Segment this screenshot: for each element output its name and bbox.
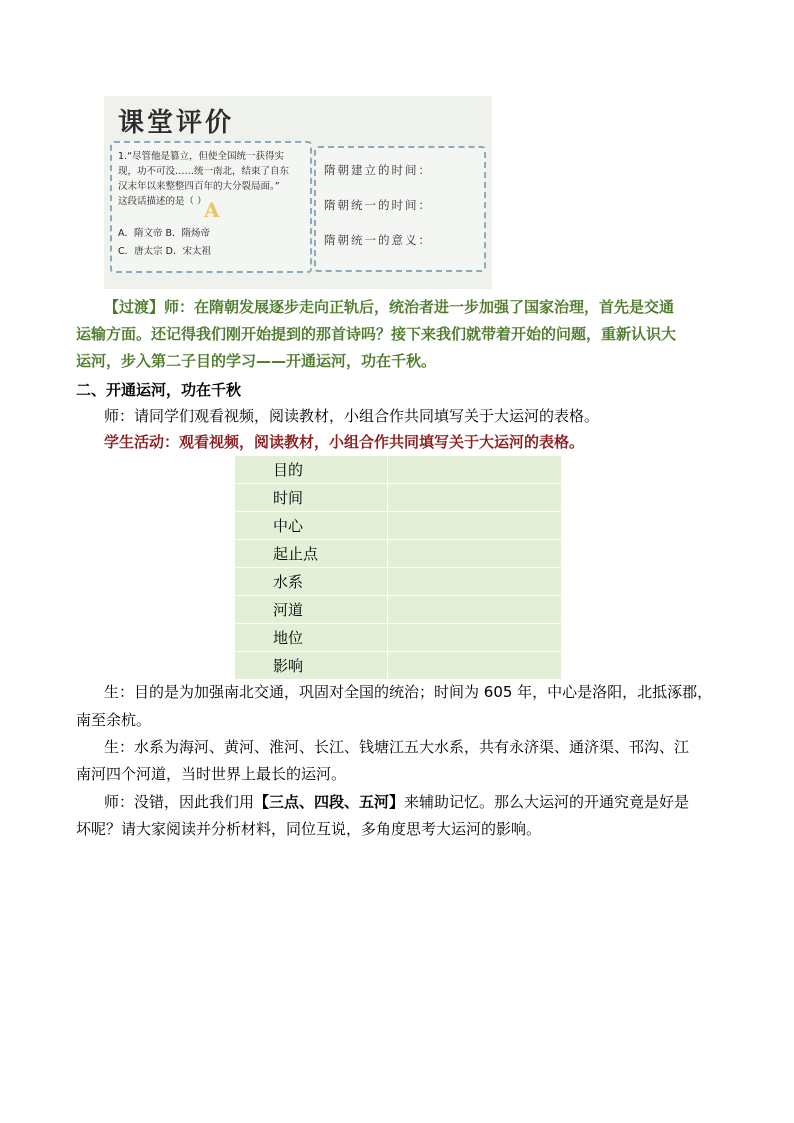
prompt-unification-time: 隋朝统一的时间： — [324, 198, 432, 212]
teacher-summary-line: 坏呢？请大家阅读并分析材料，同位互说，多角度思考大运河的影响。 — [76, 820, 542, 838]
student-answer-line: 生：水系为海河、黄河、淮河、长江、钱塘江五大水系，共有永济渠、通济渠、邗沟、江 — [104, 738, 690, 756]
table-row — [235, 568, 562, 596]
table-cell-empty — [388, 512, 562, 540]
table-row — [235, 512, 562, 540]
student-answer-line: 南河四个河道，当时世界上最长的运河。 — [76, 765, 347, 783]
prompt-founding-time: 隋朝建立的时间： — [324, 163, 432, 177]
question-line: 1.“尽管他是篡立，但使全国统一获得实 — [118, 151, 284, 162]
table-cell-empty — [388, 540, 562, 568]
table-row — [235, 596, 562, 624]
mnemonic-highlight: 【三点、四段、五河】 — [254, 793, 405, 811]
student-activity: 学生活动：观看视频，阅读教材，小组合作共同填写关于大运河的表格。 — [104, 433, 585, 451]
table-row-label: 河道 — [235, 596, 388, 624]
table-row — [235, 456, 562, 484]
eval-title: 课堂评价 — [118, 108, 235, 138]
question-panel — [110, 141, 312, 273]
summary-suffix: 来辅助记忆。那么大运河的开通究竟是好是 — [404, 793, 690, 811]
table-cell-empty — [388, 596, 562, 624]
canal-table — [234, 455, 562, 680]
question-line: 现，功不可没……统一南北，结束了自东 — [118, 166, 290, 177]
table-row-label: 影响 — [235, 652, 388, 680]
answer-prompts-panel — [314, 146, 486, 272]
transition-line: 【过渡】师：在隋朝发展逐步走向正轨后，统治者进一步加强了国家治理，首先是交通 — [104, 298, 675, 316]
table-cell-empty — [388, 456, 562, 484]
table-row-label: 起止点 — [235, 540, 388, 568]
table-row — [235, 624, 562, 652]
table-row-label: 水系 — [235, 568, 388, 596]
table-row-label: 中心 — [235, 512, 388, 540]
prompt-unification-significance: 隋朝统一的意义： — [324, 233, 432, 247]
handwritten-answer-mark: A — [204, 198, 220, 222]
class-evaluation-image — [104, 96, 492, 289]
student-answer-line: 南至余杭。 — [76, 711, 152, 729]
student-answer-line: 生：目的是为加强南北交通，巩固对全国的统治；时间为 605 年，中心是洛阳，北抵涿郡， — [104, 683, 713, 701]
transition-line: 运输方面。还记得我们刚开始提到的那首诗吗？接下来我们就带着开始的问题，重新认识大 — [76, 325, 677, 343]
question-line: 汉末年以来整整四百年的大分裂局面。” — [118, 181, 280, 192]
table-cell-empty — [388, 484, 562, 512]
table-row — [235, 484, 562, 512]
table-cell-empty — [388, 568, 562, 596]
transition-line: 运河，步入第二子目的学习——开通运河，功在千秋。 — [76, 352, 437, 370]
table-row-label: 地位 — [235, 624, 388, 652]
summary-prefix: 师：没错，因此我们用 — [104, 793, 255, 811]
table-row-label: 目的 — [235, 456, 388, 484]
section-heading: 二、开通运河，功在千秋 — [76, 381, 242, 399]
table-row-label: 时间 — [235, 484, 388, 512]
option-line: C．唐太宗 D．宋太祖 — [118, 246, 211, 257]
table-row — [235, 540, 562, 568]
option-line: A．隋文帝 B．隋炀帝 — [118, 228, 211, 239]
question-line: 这段话描述的是（ ） — [118, 196, 207, 207]
table-row — [235, 652, 562, 680]
table-cell-empty — [388, 652, 562, 680]
teacher-summary-line — [104, 792, 689, 812]
teacher-instruction: 师：请同学们观看视频，阅读教材，小组合作共同填写关于大运河的表格。 — [104, 407, 600, 425]
table-cell-empty — [388, 624, 562, 652]
